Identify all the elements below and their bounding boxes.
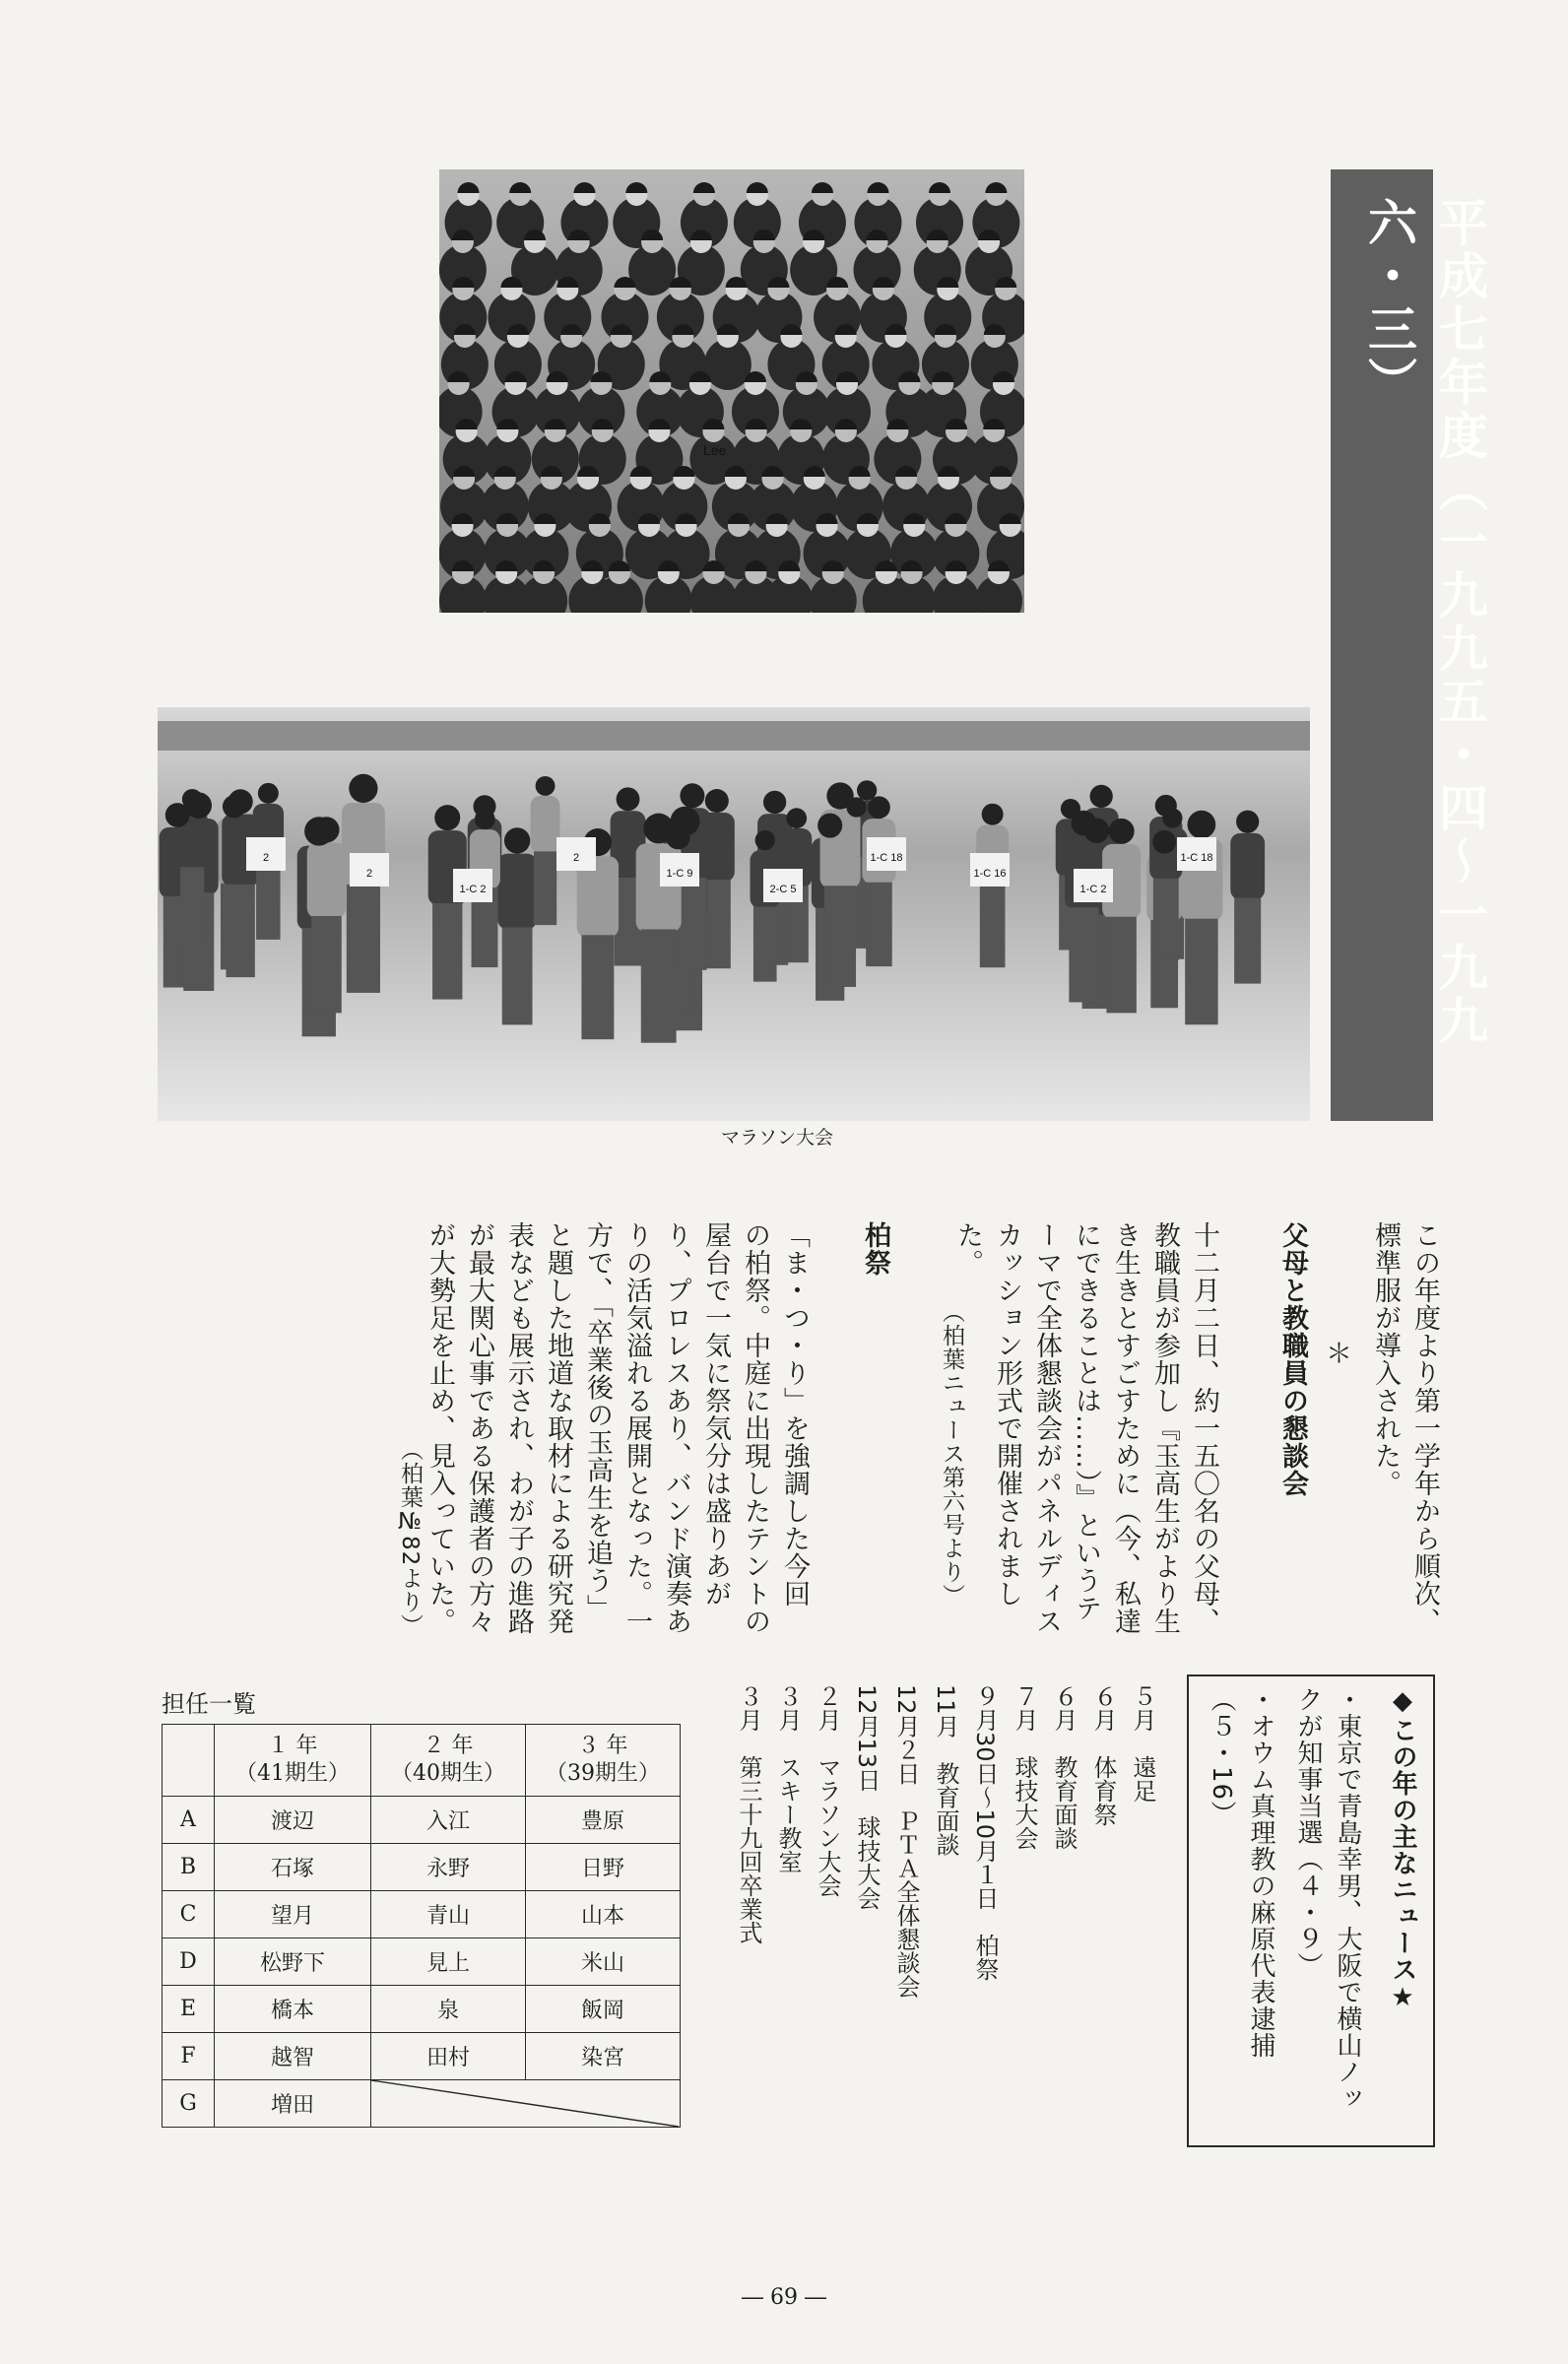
runner-legs (180, 867, 204, 943)
runner-legs (1185, 919, 1217, 1025)
class-label: G (163, 2080, 215, 2128)
teacher-cell: 永野 (371, 1844, 526, 1891)
runner-head (868, 796, 890, 819)
intro-paragraph: この年度より第一学年から順次、 標準服が導入された。 (1370, 1221, 1440, 1635)
runner-head (826, 782, 853, 809)
teacher-cell: 石塚 (215, 1844, 371, 1891)
teacher-cell: 見上 (371, 1938, 526, 1986)
teacher-cell: 田村 (371, 2033, 526, 2080)
runner-head (313, 817, 339, 842)
runner-body (1230, 833, 1265, 900)
class-label: E (163, 1986, 215, 2033)
shirt-logo: Lee (703, 442, 727, 458)
runner-head (1109, 819, 1135, 844)
runner-head (857, 780, 877, 800)
event-item: 12月13日 球技大会 (853, 1684, 881, 1911)
runner-head (1152, 830, 1176, 854)
events-list (729, 1684, 1162, 2118)
runner-head (617, 787, 640, 811)
runner-head (817, 814, 842, 838)
pta-meeting-heading: 父母と教職員の懇談会 (1277, 1221, 1308, 1497)
runner-head (643, 814, 674, 844)
runner-body (307, 843, 346, 919)
teacher-cell: 橋本 (215, 1986, 371, 2033)
runner-legs (347, 885, 380, 993)
staff-table (162, 1724, 681, 2128)
table-row (163, 1844, 681, 1891)
festival-source: （柏葉№82より） (397, 1438, 423, 1638)
staff-table-header-row (163, 1725, 681, 1797)
marathon-photo-drawing (158, 707, 1310, 1121)
runner-head (349, 774, 377, 803)
runner-head (680, 783, 704, 808)
teacher-cell: 染宮 (526, 2033, 681, 2080)
race-bib-number: 1-C 16 (973, 868, 1007, 880)
runner-legs (534, 851, 556, 925)
runner-legs (1106, 917, 1136, 1014)
runner-legs (980, 886, 1006, 967)
runner-body (531, 796, 560, 853)
event-item: 11月 教育面談 (932, 1684, 959, 1857)
runner-head (982, 804, 1004, 825)
caption-text: マラソン大会 (721, 1127, 834, 1149)
teacher-cell: 青山 (371, 1891, 526, 1938)
runner-head (1155, 795, 1177, 817)
header-year-1: １ 年 （41期生） (215, 1725, 371, 1797)
runner-legs (432, 903, 462, 1000)
runner-legs (1234, 898, 1261, 984)
runner-head (434, 805, 460, 830)
festival-heading: 柏祭 (860, 1221, 890, 1277)
runner-legs (502, 927, 533, 1024)
teacher-cell: 米山 (526, 1938, 681, 1986)
runner-head (705, 789, 729, 813)
table-row (163, 1986, 681, 2033)
event-item: ５月 遠足 (1129, 1684, 1156, 1803)
runner-head (1236, 811, 1259, 833)
runner-head (1072, 811, 1097, 836)
teacher-cell: 日野 (526, 1844, 681, 1891)
pta-meeting-body: 十二月二日、約一五〇名の父母、 教職員が参加し『玉高生がより生 き生きとすごすために（今、私達 にできることは……）』というテ ーマで全体懇談会がパネルディス カッション形式で開催されまし た。 (952, 1221, 1219, 1635)
runner-legs (753, 907, 777, 982)
teacher-cell: 越智 (215, 2033, 371, 2080)
race-bib-number: 2 (262, 852, 270, 864)
runner-head (1188, 811, 1216, 839)
page-title: 平成七年度（一九九五・四～一九九六・三） (1360, 197, 1488, 1048)
runner-head (786, 808, 807, 828)
event-item: ３月 スキー教室 (774, 1684, 802, 1873)
empty-diagonal-cell (371, 2080, 681, 2128)
page-number: ― 69 ― (742, 2285, 826, 2310)
runner-legs (311, 916, 342, 1013)
race-bib-number: 2 (365, 868, 373, 880)
runner-legs (256, 862, 280, 940)
race-bib-number: 1-C 9 (666, 868, 693, 880)
runner-legs (1069, 907, 1098, 1002)
runner-legs (641, 929, 677, 1042)
table-row (163, 1891, 681, 1938)
race-bib-number: 1-C 2 (1079, 884, 1107, 895)
teacher-cell: 豊原 (526, 1797, 681, 1844)
teacher-cell: 山本 (526, 1891, 681, 1938)
header-year-3: ３ 年 （39期生） (526, 1725, 681, 1797)
table-row (163, 1938, 681, 1986)
runner-head (536, 776, 555, 796)
race-bib-number: 2 (572, 852, 580, 864)
runner-legs (581, 935, 614, 1039)
runner-head (1089, 785, 1112, 808)
teacher-cell: 望月 (215, 1891, 371, 1938)
event-item: ７月 球技大会 (1011, 1684, 1038, 1850)
event-item: ２月 マラソン大会 (814, 1684, 841, 1897)
runner-head (755, 830, 775, 850)
ceremony-photo-drawing (439, 169, 1024, 613)
runner-legs (678, 878, 706, 970)
pta-meeting-source: （柏葉ニュース第六号より） (939, 1300, 964, 1608)
runner-legs (226, 885, 254, 977)
runner-head (258, 783, 279, 804)
diagonal-line (371, 2080, 679, 2127)
ceremony-photo (439, 169, 1024, 613)
header-year-2: ２ 年 （40期生） (371, 1725, 526, 1797)
class-label: D (163, 1938, 215, 1986)
teacher-cell: 増田 (215, 2080, 371, 2128)
teacher-cell: 渡辺 (215, 1797, 371, 1844)
teacher-cell: 飯岡 (526, 1986, 681, 2033)
event-item: ６月 教育面談 (1050, 1684, 1078, 1850)
race-bib-number: 1-C 18 (870, 852, 903, 864)
event-item: ３月 第三十九回卒業式 (735, 1684, 762, 1944)
class-label: F (163, 2033, 215, 2080)
table-row (163, 2080, 681, 2128)
news-item-governors: ・東京で青島幸男、大阪で横山ノッ クが知事当選（４・９） (1293, 1686, 1362, 2112)
runner-legs (824, 886, 856, 987)
race-bib-number: 2-C 5 (769, 884, 797, 895)
staff-table-title: 担任一覧 (162, 1690, 256, 1718)
runner-head (504, 827, 530, 853)
table-row (163, 2033, 681, 2080)
event-item: ９月30日～10月１日 柏祭 (971, 1684, 999, 1982)
marathon-photo (158, 707, 1310, 1121)
teacher-cell: 入江 (371, 1797, 526, 1844)
event-item: ６月 体育祭 (1089, 1684, 1117, 1826)
teacher-cell: 泉 (371, 1986, 526, 2033)
header-blank-cell (163, 1725, 215, 1797)
runner-head (763, 791, 786, 814)
teacher-cell: 松野下 (215, 1938, 371, 1986)
runner-head (475, 809, 495, 829)
section-divider-asterisk: ＊ (1321, 1340, 1351, 1367)
runner-body (497, 854, 537, 930)
race-bib-number: 1-C 18 (1180, 852, 1213, 864)
class-label: C (163, 1891, 215, 1938)
race-bib-number: 1-C 2 (459, 884, 487, 895)
runner-head (182, 789, 203, 810)
festival-body: 「ま・つ・り」を強調した今回 の柏祭。中庭に出現したテントの 屋台で一気に祭気分は盛りあが り、プロレスあり、バンド演奏あ りの活気溢れる展開となった。一 方で、「卒業後の玉高生を追う」 と題した地道な取材による研究発 表なども展示され、わが子の進路 が最大関心事である保護者の方々 が大勢足を止め、見入っていた。 (425, 1221, 810, 1635)
event-item: 12月２日 ＰＴＡ全体懇談会 (892, 1684, 920, 1999)
runner-head (229, 789, 253, 814)
runner-legs (866, 883, 892, 966)
runner-legs (1153, 879, 1179, 960)
news-heading: ◆この年の主なニュース★ (1388, 1686, 1417, 2013)
class-label: A (163, 1797, 215, 1844)
class-label: B (163, 1844, 215, 1891)
table-row (163, 1797, 681, 1844)
news-item-aum: ・オウム真理教の麻原代表逮捕 （５・16） (1207, 1686, 1275, 2059)
